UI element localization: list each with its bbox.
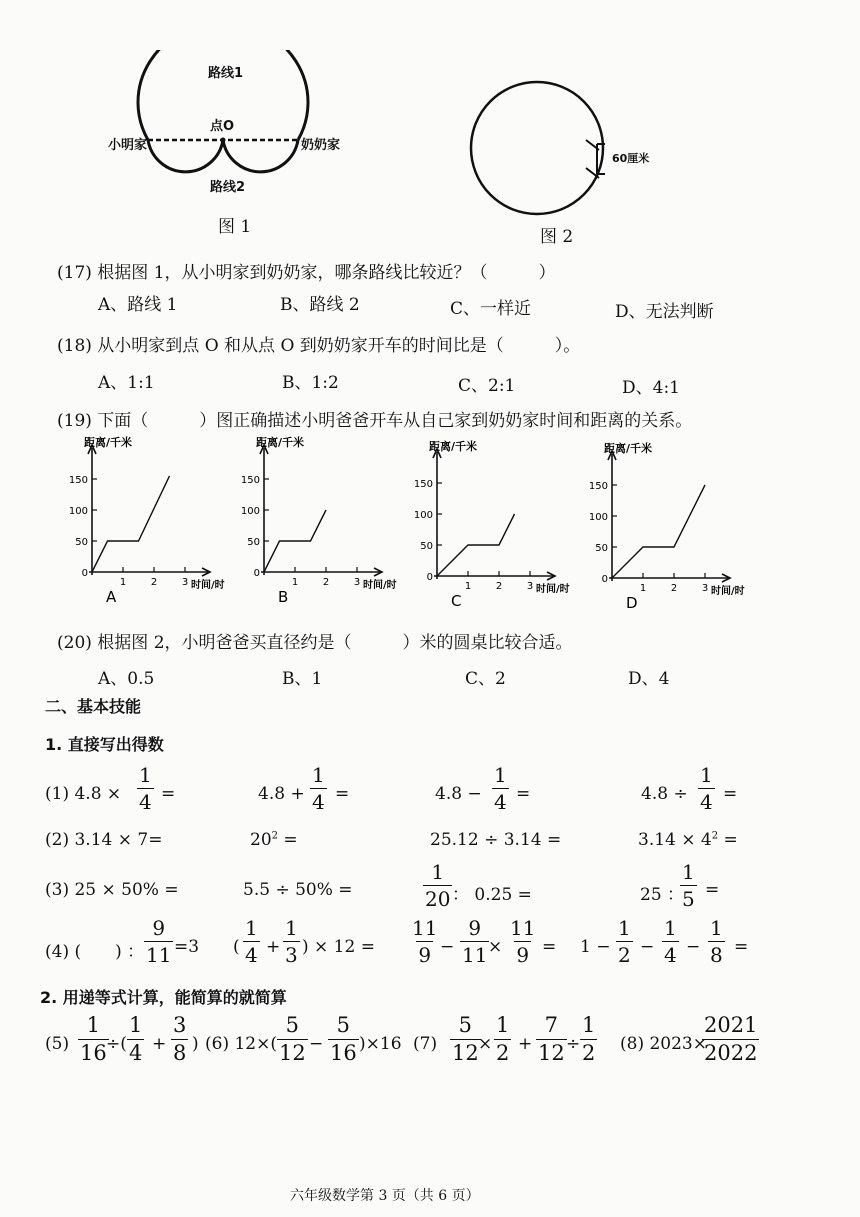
equals: = [734, 937, 749, 957]
equals: = [516, 784, 531, 804]
question-17: (17) 根据图 1，从小明家到奶奶家，哪条路线比较近？（ ） [57, 263, 556, 283]
calc-3c-rest: ： 0.25 = [452, 885, 532, 905]
fraction: $\frac{1}{4}$ [139, 763, 152, 814]
calc-1d-text: 4.8 ÷ [641, 784, 688, 804]
fraction: $\frac{1}{16}$ [80, 1013, 107, 1065]
calc-2b: $20^2$ = [250, 830, 298, 850]
y-axis-label: 距离/千米 [84, 436, 133, 449]
y-tick-label: 150 [588, 481, 608, 492]
y-tick-label: 100 [68, 506, 88, 517]
calc-3d-pre: 25 ： [640, 885, 685, 905]
fraction: $\frac{5}{12}$ [279, 1013, 306, 1065]
q18-option-a[interactable]: A、1:1 [98, 373, 155, 393]
chart-title: C [451, 592, 462, 610]
fraction: $\frac{2021}{2022}$ [704, 1013, 758, 1065]
calc-4d-pre: 1 − [580, 937, 611, 957]
q18-option-b[interactable]: B、1:2 [282, 373, 339, 393]
y-axis-label: 距离/千米 [256, 436, 305, 449]
calc-1c-text: 4.8 − [435, 784, 482, 804]
fraction: $\frac{1}{20}$ [425, 860, 451, 911]
fraction: $\frac{1}{4}$ [245, 916, 258, 967]
x-axis-label: 时间/时 [363, 580, 397, 591]
q18-option-d[interactable]: D、4:1 [622, 378, 680, 398]
problem-6-post: )×16 [359, 1034, 402, 1054]
calc-1b-text: 4.8 + [258, 784, 305, 804]
fraction: $\frac{11}{9}$ [412, 916, 438, 967]
x-tick-label: 3 [181, 577, 189, 588]
calc-3b: 5.5 ÷ 50% = [243, 880, 353, 900]
subsection-1-heading: 1. 直接写出得数 [45, 735, 164, 754]
question-19: (19) 下面（ ）图正确描述小明爸爸开车从自己家到奶奶家时间和距离的关系。 [57, 411, 693, 431]
equals: = [705, 880, 720, 900]
fraction: $\frac{5}{16}$ [330, 1013, 357, 1065]
paren-close: ) [192, 1034, 199, 1054]
fraction: $\frac{1}{2}$ [582, 1013, 596, 1065]
series-line [92, 476, 170, 572]
problem-6-label: (6) 12×( [205, 1034, 277, 1054]
x-tick-label: 1 [291, 577, 299, 588]
x-tick-label: 3 [526, 581, 534, 592]
calc-2d: $3.14 \times 4^2$ = [638, 830, 738, 850]
route-2-label: 路线2 [210, 180, 246, 195]
x-tick-label: 1 [119, 577, 127, 588]
problem-8-label: (8) 2023× [620, 1034, 707, 1054]
fraction: $\frac{1}{4}$ [129, 1013, 143, 1065]
chart-c[interactable] [385, 440, 580, 615]
y-tick-label: 100 [588, 512, 608, 523]
series-line [264, 510, 326, 572]
x-tick-label: 1 [639, 583, 647, 594]
fraction: $\frac{1}{3}$ [285, 916, 298, 967]
figure-2-caption: 图 2 [540, 227, 574, 247]
y-tick-label: 0 [81, 568, 88, 579]
fraction: $\frac{1}{4}$ [494, 763, 507, 814]
home-label: 小明家 [108, 138, 148, 153]
y-tick-label: 0 [253, 568, 260, 579]
equals: = [161, 784, 176, 804]
plus-sign: + [266, 937, 281, 957]
fraction: $\frac{1}{8}$ [710, 916, 723, 967]
x-tick-label: 2 [495, 581, 503, 592]
divide-sign: ÷ [566, 1034, 581, 1054]
problem-5-label: (5) [45, 1034, 70, 1054]
plus-sign: + [152, 1034, 167, 1054]
route-1-label: 路线1 [208, 66, 244, 81]
question-20: (20) 根据图 2，小明爸爸买直径约是（ ）米的圆桌比较合适。 [57, 633, 573, 653]
q17-option-d[interactable]: D、无法判断 [615, 302, 714, 322]
calc-4a-pre: (4) ( ) ： [45, 942, 145, 962]
y-tick-label: 150 [240, 475, 260, 486]
fraction: $\frac{1}{5}$ [682, 860, 695, 911]
fraction: $\frac{9}{11}$ [462, 916, 488, 967]
fraction: $\frac{5}{12}$ [452, 1013, 479, 1065]
minus-sign: − [640, 937, 655, 957]
grandma-label: 奶奶家 [301, 138, 341, 153]
problem-7-label: (7) [413, 1034, 438, 1054]
x-tick-label: 2 [322, 577, 330, 588]
x-tick-label: 3 [701, 583, 709, 594]
x-tick-label: 2 [150, 577, 158, 588]
fraction: $\frac{1}{2}$ [496, 1013, 510, 1065]
equals: = [542, 937, 557, 957]
q20-option-d[interactable]: D、4 [628, 669, 670, 689]
minus-sign: − [686, 937, 701, 957]
series-line [437, 514, 515, 576]
q20-option-a[interactable]: A、0.5 [98, 669, 155, 689]
q17-option-a[interactable]: A、路线 1 [98, 295, 178, 315]
chart-d[interactable] [560, 442, 755, 617]
calc-3a: (3) 25 × 50% = [45, 880, 179, 900]
fraction: $\frac{3}{8}$ [173, 1013, 187, 1065]
fraction: $\frac{1}{2}$ [618, 916, 631, 967]
fraction: $\frac{1}{4}$ [700, 763, 713, 814]
y-tick-label: 50 [595, 543, 608, 554]
chart-title: B [278, 588, 289, 606]
q20-option-b[interactable]: B、1 [282, 669, 323, 689]
question-18: (18) 从小明家到点 O 和从点 O 到奶奶家开车的时间比是（ ）。 [57, 336, 581, 356]
x-axis-label: 时间/时 [711, 586, 745, 597]
y-tick-label: 50 [247, 537, 260, 548]
measure-label: 60厘米 [612, 152, 650, 165]
y-tick-label: 0 [426, 572, 433, 583]
x-axis-label: 时间/时 [191, 580, 225, 591]
y-tick-label: 150 [68, 475, 88, 486]
point-o-label: 点O [210, 119, 235, 134]
chart-a[interactable] [40, 436, 225, 611]
y-tick-label: 0 [601, 574, 608, 585]
q17-option-c[interactable]: C、一样近 [450, 299, 532, 319]
x-axis-label: 时间/时 [536, 584, 570, 595]
calc-1a-text: (1) 4.8 × [45, 784, 122, 804]
y-tick-label: 50 [75, 537, 88, 548]
calc-2a: (2) 3.14 × 7= [45, 830, 163, 850]
section-2-heading: 二、基本技能 [45, 697, 142, 716]
minus-sign: − [440, 937, 455, 957]
x-tick-label: 3 [353, 577, 361, 588]
y-tick-label: 150 [413, 479, 433, 490]
chart-title: D [626, 594, 638, 612]
calc-4a-post: =3 [174, 937, 200, 957]
plus-sign: + [518, 1034, 533, 1054]
subsection-2-heading: 2. 用递等式计算，能简算的就简算 [40, 988, 287, 1007]
paren-open: ( [233, 937, 240, 957]
y-axis-label: 距离/千米 [429, 440, 478, 453]
q17-option-b[interactable]: B、路线 2 [280, 295, 360, 315]
fraction: $\frac{9}{11}$ [146, 916, 172, 967]
y-tick-label: 100 [413, 510, 433, 521]
equals: = [335, 784, 350, 804]
chart-title: A [106, 588, 117, 606]
equals: = [723, 784, 738, 804]
fraction: $\frac{11}{9}$ [510, 916, 536, 967]
fraction: $\frac{7}{12}$ [538, 1013, 565, 1065]
calc-2c: 25.12 ÷ 3.14 = [430, 830, 562, 850]
figure-1-caption: 图 1 [218, 217, 252, 237]
y-tick-label: 100 [240, 506, 260, 517]
chart-b[interactable] [212, 436, 397, 611]
series-line [612, 485, 705, 578]
fraction: $\frac{1}{4}$ [664, 916, 677, 967]
fraction: $\frac{1}{4}$ [312, 763, 325, 814]
y-axis-label: 距离/千米 [604, 442, 653, 455]
x-tick-label: 2 [670, 583, 678, 594]
times-sign: × [488, 937, 503, 957]
q18-option-c[interactable]: C、2:1 [458, 376, 516, 396]
minus-sign: − [309, 1034, 324, 1054]
calc-4b-post: ) × 12 = [302, 937, 375, 957]
x-tick-label: 1 [464, 581, 472, 592]
y-tick-label: 50 [420, 541, 433, 552]
times-sign: × [478, 1034, 493, 1054]
page-footer: 六年级数学第 3 页（共 6 页） [290, 1188, 480, 1204]
divide-sign: ÷( [106, 1034, 127, 1054]
q20-option-c[interactable]: C、2 [465, 669, 506, 689]
